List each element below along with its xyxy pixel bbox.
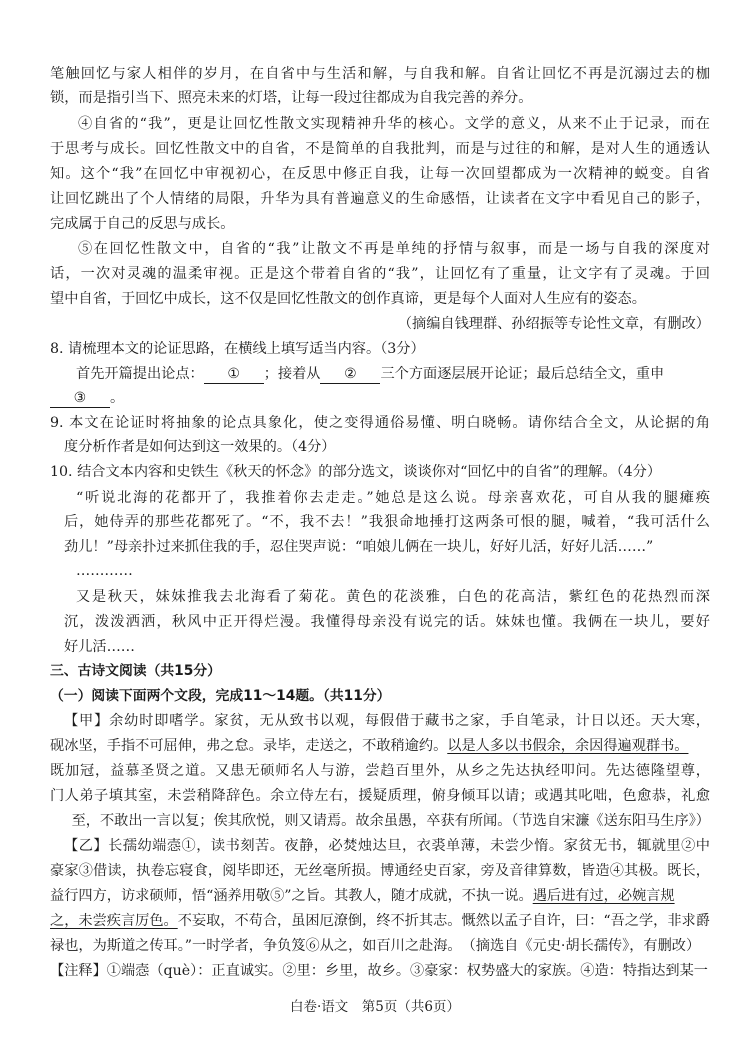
excerpt-line: 劲儿！”母亲扑过来抓住我的手，忍住哭声说：“咱娘儿俩在一块儿，好好儿活，好好儿活……”: [64, 539, 654, 555]
essay-line: 于思考与成长。回忆性散文中的自省，不是简单的自我批判，而是与过往的和解，是对人生的通透认: [50, 141, 710, 157]
passage-jia-line: 【甲】余幼时即嗜学。家贫，无从致书以观，每假借于藏书之家，手自笔录，计日以还。天大寒，: [64, 713, 710, 729]
essay-line: 完成属于自己的反思与成长。: [50, 216, 235, 232]
passage-yi-text: 益行四方，访求硕师，悟“涵养用敬⑤”之旨。其教人，随才成就，不执一说。: [50, 888, 533, 904]
essay-line: ④自省的“我”，更是让回忆性散文实现精神升华的核心。文学的意义，从来不止于记录，而在: [78, 116, 710, 132]
section-3-heading: 三、古诗文阅读（共15分）: [50, 663, 221, 679]
question-9-stem: 9. 本文在论证时将抽象的论点具象化，使之变得通俗易懂、明白晓畅。请你结合全文，从论据的角: [50, 415, 710, 431]
passage-yi-text: 不妄取，不苟合，虽困厄潦倒，终不折其志。慨然以孟子自许，曰：“吾之学，非求爵: [177, 913, 710, 929]
excerpt-ellipsis: …………: [76, 563, 133, 579]
underlined-sentence: 之，未尝疾言厉色。: [50, 913, 178, 929]
q8-blank-3[interactable]: ③: [50, 389, 110, 408]
question-8-body-cont: [50, 388, 710, 408]
annotation-line: 【注释】①端悫（què）：正直诚实。②里：乡里，故乡。③豪家：权势盛大的家族。④造：特指达到某一: [50, 963, 708, 979]
question-9-stem-cont: 度分析作者是如何达到这一效果的。（4分）: [64, 439, 336, 455]
essay-line: 锁，而是指引当下、照亮未来的灯塔，让每一段过往都成为自我完善的养分。: [50, 90, 533, 106]
q8-text: 首先开篇提出论点：: [76, 366, 204, 382]
question-10-stem: 10. 结合文本内容和史铁生《秋天的怀念》的部分选文，谈谈你对“回忆中的自省”的理解。（4分）: [50, 464, 662, 480]
q8-text: ；接着从: [263, 366, 321, 382]
essay-line: 笔触回忆与家人相伴的岁月，在自省中与生活和解，与自我和解。自省让回忆不再是沉溺过去的枷: [50, 66, 710, 82]
essay-line: 望中自省，于回忆中成长，这不仅是回忆性散文的创作真谛，更是每个人面对人生应有的姿态。: [50, 291, 646, 307]
essay-line: 话，一次对灵魂的温柔审视。正是这个带着自省的“我”，让回忆有了重量，让文字有了灵魂。于回: [50, 266, 710, 282]
passage-yi-line: [50, 886, 710, 906]
question-8-body: [76, 364, 710, 384]
source-citation: （摘编自钱理群、孙绍振等专论性文章，有删改）: [397, 316, 710, 332]
underlined-sentence: 遇后进有过，必婉言规: [532, 888, 675, 904]
q8-blank-2[interactable]: ②: [320, 365, 380, 384]
q8-blank-1[interactable]: ①: [204, 365, 264, 384]
excerpt-line: 沉，泼泼洒洒，秋风中正开得烂漫。我懂得母亲没有说完的话。妹妹也懂。我俩在一块儿，要好: [64, 614, 710, 630]
excerpt-line: 又是秋天，妹妹推我去北海看了菊花。黄色的花淡雅，白色的花高洁，紫红色的花热烈而深: [76, 589, 710, 605]
passage-yi-line: 豪家③借读，执卷忘寝食，阅毕即还，无丝毫所损。博通经史百家，旁及音律算数，皆造④其极。既长，: [50, 863, 710, 879]
q8-text: 三个方面逐层展开论证；最后总结全文，重申: [380, 366, 665, 382]
question-8-stem: 8. 请梳理本文的论证思路，在横线上填写适当内容。（3分）: [50, 341, 425, 357]
excerpt-line: 后，她侍弄的那些花都死了。“不，我不去！”我狠命地捶打这两条可恨的腿，喊着，“我可活什么: [64, 514, 710, 530]
passage-jia-line: 既加冠，益慕圣贤之道。又患无硕师名人与游，尝趋百里外，从乡之先达执经叩问。先达德隆望尊，: [50, 763, 710, 779]
page-footer: 白卷·语文 第5页（共6页）: [290, 999, 460, 1015]
passage-jia-line: [50, 736, 710, 756]
section-3-sub-heading: （一）阅读下面两个文段，完成11～14题。（共11分）: [50, 688, 391, 704]
passage-jia-text: 砚冰坚，手指不可屈伸，弗之怠。录毕，走送之，不敢稍逾约。: [50, 738, 448, 754]
essay-line: 让回忆跳出了个人情绪的局限，升华为具有普遍意义的生命感悟，让读者在文字中看见自己的影子，: [50, 191, 710, 207]
passage-jia-line: 至，不敢出一言以复；俟其欣悦，则又请焉。故余虽愚，卒获有所闻。（节选自宋濂《送东阳马生序》）: [71, 813, 710, 829]
underlined-sentence: 以是人多以书假余，余因得遍观群书。: [447, 738, 689, 754]
passage-jia-line: 门人弟子填其室，未尝稍降辞色。余立侍左右，援疑质理，俯身倾耳以请；或遇其叱咄，色愈恭，礼愈: [50, 788, 710, 804]
passage-yi-line: 【乙】长孺幼端悫①，读书刻苦。夜静，必焚烛达旦，衣裘单薄，未尝少惰。家贫无书，辄就里②中: [64, 838, 710, 854]
q8-text: 。: [110, 390, 125, 406]
essay-line: 知。这个“我”在回忆中审视初心，在反思中修正自我，让每一次回望都成为一次精神的蜕变。自省: [50, 166, 710, 182]
excerpt-line: 好儿活……: [64, 639, 135, 655]
excerpt-line: “听说北海的花都开了，我推着你去走走。”她总是这么说。母亲喜欢花，可自从我的腿瘫痪: [76, 490, 710, 506]
passage-yi-line: 禄也，为斯道之传耳。”一时学者，争负笈⑥从之，如百川之赴海。 （摘选自《元史·胡长孺传》，有删改）: [50, 938, 701, 954]
essay-line: ⑤在回忆性散文中，自省的“我”让散文不再是单纯的抒情与叙事，而是一场与自我的深度对: [78, 241, 710, 257]
passage-yi-line: [50, 911, 710, 931]
